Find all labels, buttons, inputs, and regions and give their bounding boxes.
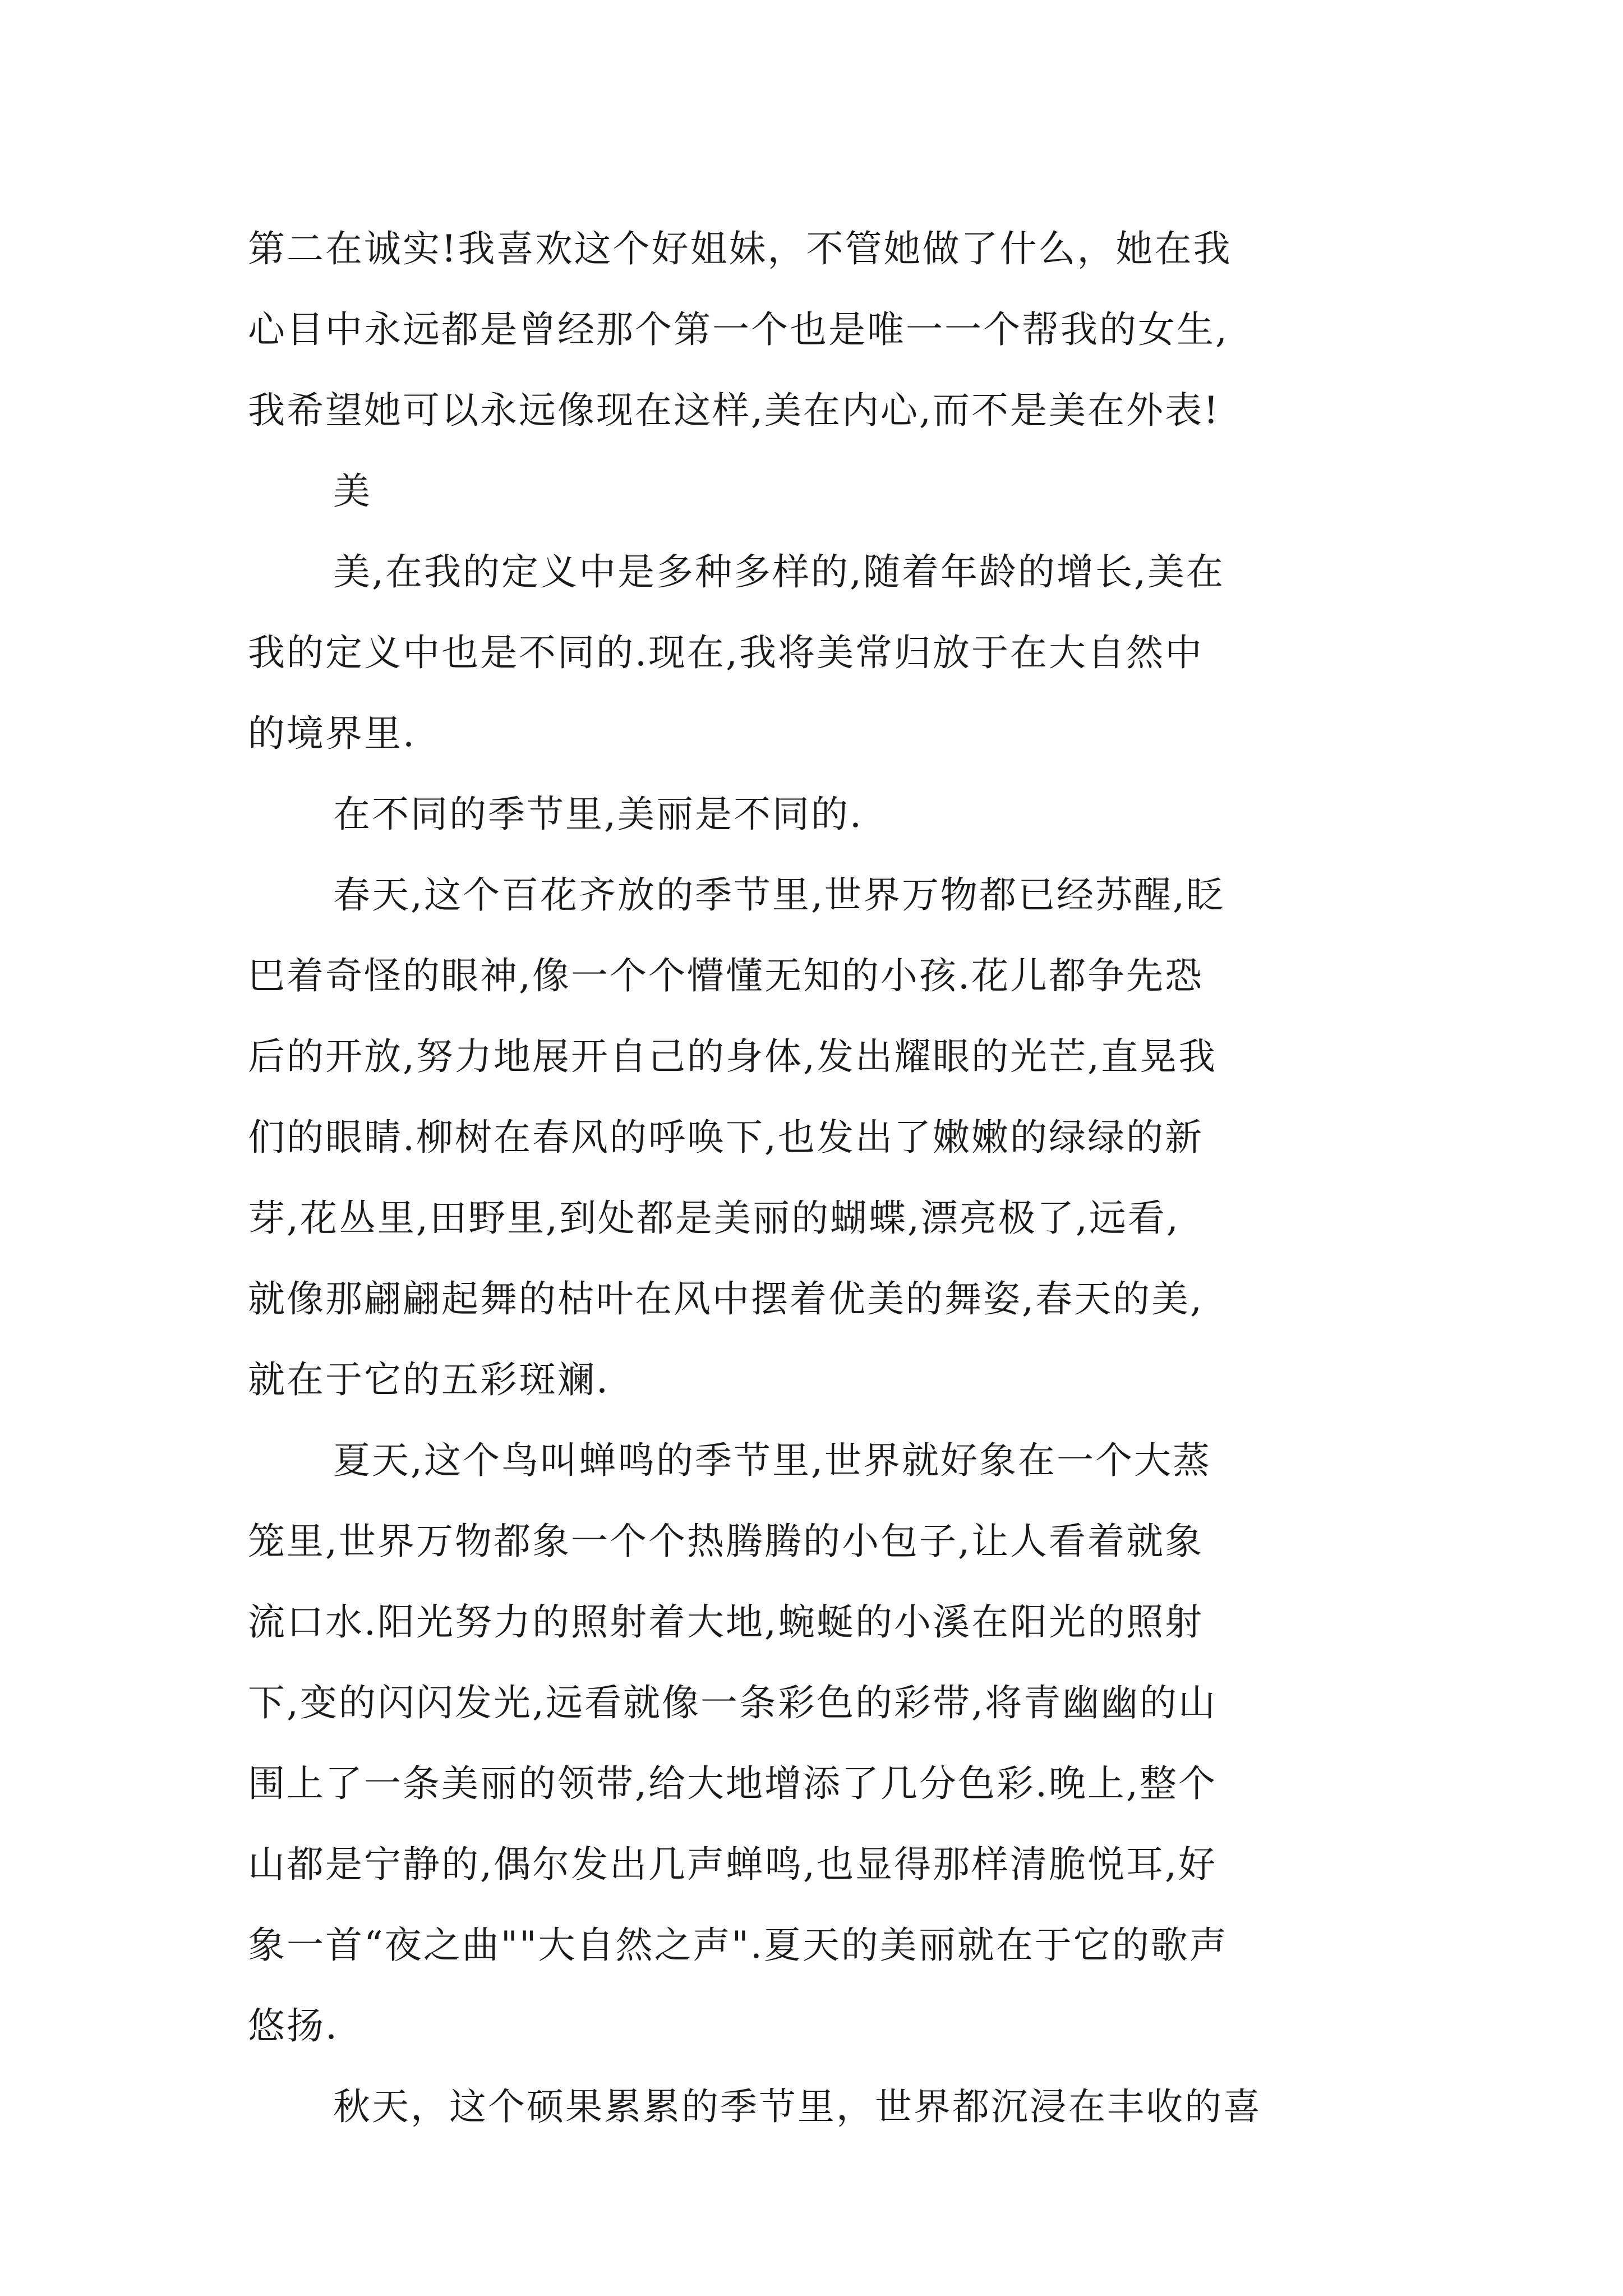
text-line: 们的眼睛.柳树在春风的呼唤下,也发出了嫩嫩的绿绿的新	[248, 1116, 1204, 1159]
text-line: 悠扬.	[248, 2004, 339, 2047]
text-line: 山都是宁静的,偶尔发出几声蝉鸣,也显得那样清脆悦耳,好	[248, 1843, 1217, 1886]
text-line: 下,变的闪闪发光,远看就像一条彩色的彩带,将青幽幽的山	[248, 1681, 1217, 1724]
text-line: 我希望她可以永远像现在这样,美在内心,而不是美在外表!	[248, 389, 1220, 432]
text-line: 就在于它的五彩斑斓.	[248, 1358, 610, 1401]
paragraph-start: 在不同的季节里,美丽是不同的.	[333, 793, 863, 836]
text-line: 巴着奇怪的眼神,像一个个懵懂无知的小孩.花儿都争先恐	[248, 954, 1204, 997]
body-text	[248, 209, 1398, 2147]
text-line: 围上了一条美丽的领带,给大地增添了几分色彩.晚上,整个	[248, 1762, 1217, 1805]
paragraph-start: 秋天，这个硕果累累的季节里，世界都沉浸在丰收的喜	[333, 2085, 1262, 2128]
text-line: 流口水.阳光努力的照射着大地,蜿蜒的小溪在阳光的照射	[248, 1600, 1204, 1644]
text-line: 芽,花丛里,田野里,到处都是美丽的蝴蝶,漂亮极了,远看,	[248, 1197, 1180, 1240]
text-line: 就像那翩翩起舞的枯叶在风中摆着优美的舞姿,春天的美,	[248, 1277, 1204, 1320]
paragraph-start: 春天,这个百花齐放的季节里,世界万物都已经苏醒,眨	[333, 873, 1225, 917]
text-line: 第二在诚实!我喜欢这个好姐妹，不管她做了什么，她在我	[248, 227, 1232, 270]
text-line: 后的开放,努力地展开自己的身体,发出耀眼的光芒,直晃我	[248, 1035, 1217, 1078]
paragraph-start: 夏天,这个鸟叫蝉鸣的季节里,世界就好象在一个大蒸	[333, 1439, 1211, 1482]
text-line: 笼里,世界万物都象一个个热腾腾的小包子,让人看着就象	[248, 1520, 1204, 1563]
text-line: 的境界里.	[248, 712, 416, 755]
paragraph-start: 美,在我的定义中是多种多样的,随着年龄的增长,美在	[333, 550, 1225, 593]
text-line: 我的定义中也是不同的.现在,我将美常归放于在大自然中	[248, 631, 1204, 674]
text-line: 象一首“夜之曲""大自然之声".夏天的美丽就在于它的歌声	[248, 1924, 1228, 1967]
section-title: 美	[333, 470, 372, 513]
text-line: 心目中永远都是曾经那个第一个也是唯一一个帮我的女生,	[248, 308, 1229, 351]
